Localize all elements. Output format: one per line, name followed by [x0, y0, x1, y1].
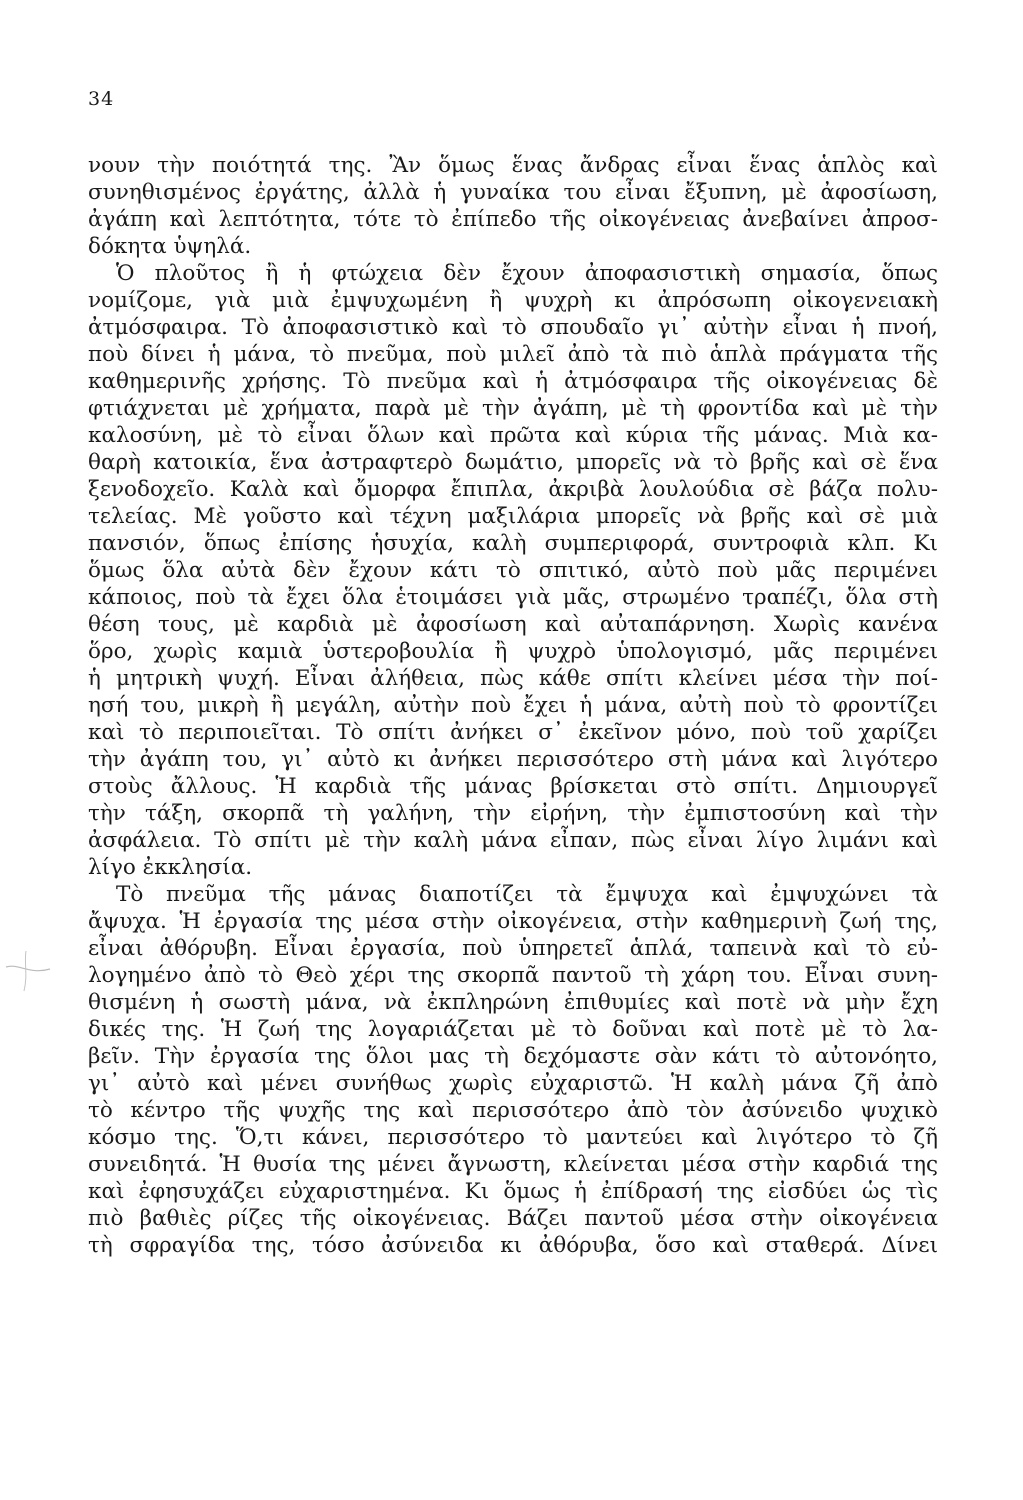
text-line: πιὸ βαθιὲς ρίζες τῆς οἰκογένειας. Βάζει παντοῦ μέσα στὴν οἰκογένεια	[88, 1206, 938, 1231]
text-line: κόσμο της. Ὅ,τι κάνει, περισσότερο τὸ μαντεύει καὶ λιγότερο τὸ ζῆ	[88, 1125, 938, 1150]
text-line: θισμένη ἡ σωστὴ μάνα, νὰ ἐκπληρώνη ἐπιθυμίες καὶ ποτὲ νὰ μὴν ἔχη	[88, 990, 938, 1015]
text-line: ὅμως ὅλα αὐτὰ δὲν ἔχουν κάτι τὸ σπιτικό, αὐτὸ ποὺ μᾶς περιμένει	[88, 558, 938, 583]
text-line: ἀγάπη καὶ λεπτότητα, τότε τὸ ἐπίπεδο τῆς οἰκογένειας ἀνεβαίνει ἀπροσ-	[88, 207, 938, 232]
margin-mark	[0, 945, 56, 995]
text-line: κάποιος, ποὺ τὰ ἔχει ὅλα ἑτοιμάσει γιὰ μᾶς, στρωμένο τραπέζι, ὅλα στὴ	[88, 585, 938, 610]
text-line: νομίζομε, γιὰ μιὰ ἐμψυχωμένη ἢ ψυχρὴ κι ἀπρόσωπη οἰκογενειακὴ	[88, 288, 938, 313]
text-line: ποὺ δίνει ἡ μάνα, τὸ πνεῦμα, ποὺ μιλεῖ ἀπὸ τὰ πιὸ ἁπλὰ πράγματα τῆς	[88, 342, 938, 367]
text-line: λίγο ἐκκλησία.	[88, 855, 253, 880]
text-line: καὶ τὸ περιποιεῖται. Τὸ σπίτι ἀνήκει σ᾽ ἐκεῖνον μόνο, ποὺ τοῦ χαρίζει	[88, 720, 938, 745]
text-line: νουν τὴν ποιότητά της. Ἂν ὅμως ἕνας ἄνδρας εἶναι ἕνας ἁπλὸς καὶ	[88, 153, 938, 178]
text-line: γι᾽ αὐτὸ καὶ μένει συνήθως χωρὶς εὐχαριστῶ. Ἡ καλὴ μάνα ζῆ ἀπὸ	[88, 1071, 938, 1096]
text-line: Ὁ πλοῦτος ἢ ἡ φτώχεια δὲν ἔχουν ἀποφασιστικὴ σημασία, ὅπως	[116, 261, 938, 286]
text-line: Τὸ πνεῦμα τῆς μάνας διαποτίζει τὰ ἔμψυχα καὶ ἐμψυχώνει τὰ	[116, 882, 938, 907]
text-line: ὅρο, χωρὶς καμιὰ ὑστεροβουλία ἢ ψυχρὸ ὑπολογισμό, μᾶς περιμένει	[88, 639, 938, 664]
text-line: εἶναι ἀθόρυβη. Εἶναι ἐργασία, ποὺ ὑπηρετεῖ ἁπλά, ταπεινὰ καὶ τὸ εὐ-	[88, 936, 938, 961]
text-line: λογημένο ἀπὸ τὸ Θεὸ χέρι της σκορπᾶ παντοῦ τὴ χάρη του. Εἶναι συνη-	[88, 963, 938, 988]
text-line: στοὺς ἄλλους. Ἡ καρδιὰ τῆς μάνας βρίσκεται στὸ σπίτι. Δημιουργεῖ	[88, 774, 938, 799]
text-line: συνειδητά. Ἡ θυσία της μένει ἄγνωστη, κλείνεται μέσα στὴν καρδιά της	[88, 1152, 938, 1177]
text-line: καθημερινῆς χρήσης. Τὸ πνεῦμα καὶ ἡ ἀτμόσφαιρα τῆς οἰκογένειας δὲ	[88, 369, 938, 394]
text-line: καὶ ἐφησυχάζει εὐχαριστημένα. Κι ὅμως ἡ ἐπίδρασή της εἰσδύει ὡς τὶς	[88, 1179, 938, 1204]
text-line: ησή του, μικρὴ ἢ μεγάλη, αὐτὴν ποὺ ἔχει ἡ μάνα, αὐτὴ ποὺ τὸ φροντίζει	[88, 693, 938, 718]
body-text	[88, 152, 938, 1259]
text-line: βεῖν. Τὴν ἐργασία της ὅλοι μας τὴ δεχόμαστε σὰν κάτι τὸ αὐτονόητο,	[88, 1044, 938, 1069]
text-line: τελείας. Μὲ γοῦστο καὶ τέχνη μαξιλάρια μπορεῖς νὰ βρῆς καὶ σὲ μιὰ	[88, 504, 938, 529]
text-line: δόκητα ὑψηλά.	[88, 234, 252, 259]
text-line: τὴ σφραγίδα της, τόσο ἀσύνειδα κι ἀθόρυβα, ὅσο καὶ σταθερά. Δίνει	[88, 1233, 938, 1258]
text-line: ἀτμόσφαιρα. Τὸ ἀποφασιστικὸ καὶ τὸ σπουδαῖο γι᾽ αὐτὴν εἶναι ἡ πνοή,	[88, 315, 938, 340]
text-line: πανσιόν, ὅπως ἐπίσης ἡσυχία, καλὴ συμπεριφορά, συντροφιὰ κλπ. Κι	[88, 531, 938, 556]
text-line: θαρὴ κατοικία, ἕνα ἀστραφτερὸ δωμάτιο, μπορεῖς νὰ τὸ βρῆς καὶ σὲ ἕνα	[88, 450, 938, 475]
text-line: συνηθισμένος ἐργάτης, ἀλλὰ ἡ γυναίκα του εἶναι ἔξυπνη, μὲ ἀφοσίωση,	[88, 180, 938, 205]
text-line: ἀσφάλεια. Τὸ σπίτι μὲ τὴν καλὴ μάνα εἶπαν, πὼς εἶναι λίγο λιμάνι καὶ	[88, 828, 938, 853]
text-line: ἡ μητρικὴ ψυχή. Εἶναι ἀλήθεια, πὼς κάθε σπίτι κλείνει μέσα τὴν ποί-	[88, 666, 938, 691]
page-number: 34	[88, 88, 115, 110]
text-line: καλοσύνη, μὲ τὸ εἶναι ὅλων καὶ πρῶτα καὶ κύρια τῆς μάνας. Μιὰ κα-	[88, 423, 938, 448]
text-line: φτιάχνεται μὲ χρήματα, παρὰ μὲ τὴν ἀγάπη, μὲ τὴ φροντίδα καὶ μὲ τὴν	[88, 396, 938, 421]
text-line: δικές της. Ἡ ζωή της λογαριάζεται μὲ τὸ δοῦναι καὶ ποτὲ μὲ τὸ λα-	[88, 1017, 938, 1042]
text-line: θέση τους, μὲ καρδιὰ μὲ ἀφοσίωση καὶ αὐταπάρνηση. Χωρὶς κανένα	[88, 612, 938, 637]
text-line: τὴν ἀγάπη του, γι᾽ αὐτὸ κι ἀνήκει περισσότερο στὴ μάνα καὶ λιγότερο	[88, 747, 938, 772]
text-line: ἄψυχα. Ἡ ἐργασία της μέσα στὴν οἰκογένεια, στὴν καθημερινὴ ζωή της,	[88, 909, 938, 934]
text-line: τὸ κέντρο τῆς ψυχῆς της καὶ περισσότερο ἀπὸ τὸν ἀσύνειδο ψυχικὸ	[88, 1098, 938, 1123]
text-line: τὴν τάξη, σκορπᾶ τὴ γαλήνη, τὴν εἰρήνη, τὴν ἐμπιστοσύνη καὶ τὴν	[88, 801, 938, 826]
text-line: ξενοδοχεῖο. Καλὰ καὶ ὄμορφα ἔπιπλα, ἀκριβὰ λουλούδια σὲ βάζα πολυ-	[88, 477, 938, 502]
